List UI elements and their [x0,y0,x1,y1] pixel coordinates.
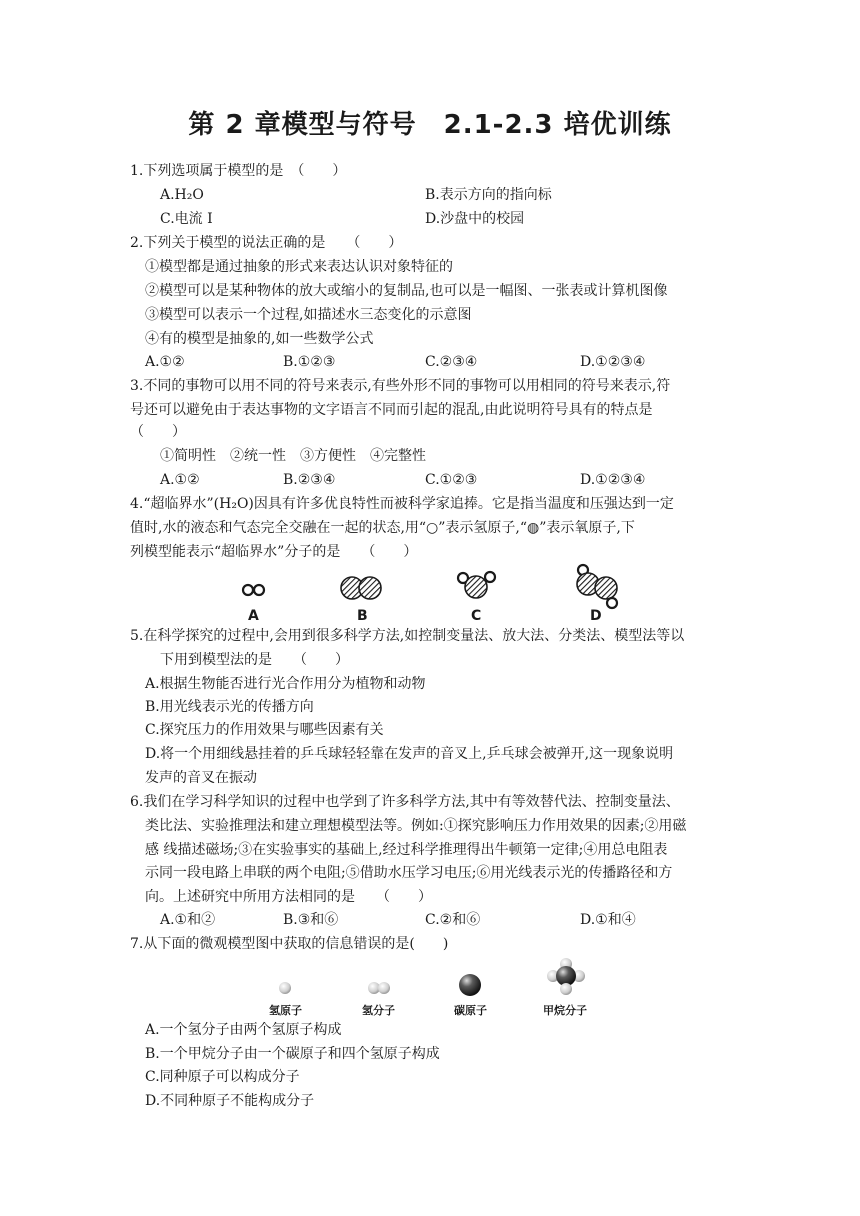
question-4-stem-line-3: 列模型能表示“超临界水”分子的是 （ ） [130,544,418,560]
model-b-label: B [357,608,368,624]
question-5-option-a: A.根据生物能否进行光合作用分为植物和动物 [145,676,426,692]
hydrogen-atom-label: 氢原子 [269,1004,302,1017]
model-c-diagram [458,572,495,598]
question-1-option-c: C.电流 I [160,211,213,227]
question-2-statement-2: ②模型可以是某种物体的放大或缩小的复制品,也可以是一幅图、一张表或计算机图像 [145,283,668,299]
question-2-option-d: D.①②③④ [580,354,646,370]
question-6-option-a: A.①和② [160,912,216,928]
question-4-stem-line-2: 值时,水的液态和气态完全交融在一起的状态,用“○”表示氢原子,“◍”表示氧原子,下 [130,520,635,536]
hydrogen-molecule-label: 氢分子 [362,1004,395,1017]
question-7-option-c: C.同种原子可以构成分子 [145,1069,300,1085]
carbon-atom-label: 碳原子 [454,1004,487,1017]
question-6-stem-line-2: 类比法、实验推理法和建立理想模型法等。例如:①探究影响压力作用效果的因素;②用磁 [145,818,687,834]
question-5-option-b: B.用光线表示光的传播方向 [145,699,314,715]
question-3-stem-line-1: 3.不同的事物可以用不同的符号来表示,有些外形不同的事物可以用相同的符号来表示,符 [130,378,671,394]
methane-molecule-label: 甲烷分子 [543,1004,587,1017]
question-5-option-c: C.探究压力的作用效果与哪些因素有关 [145,722,384,738]
question-6-stem-line-3: 感 线描述磁场;③在实验事实的基础上,经过科学推理得出牛顿第一定律;④用总电阻表 [145,842,668,858]
question-6-option-d: D.①和④ [580,912,636,928]
model-a-diagram [243,585,264,595]
carbon-atom-diagram [459,974,481,996]
question-4-stem-line-1: 4.“超临界水”(H₂O)因具有许多优良特性而被科学家追捧。它是指当温度和压强达到一定 [130,496,674,512]
question-2-statement-4: ④有的模型是抽象的,如一些数学公式 [145,331,374,347]
question-2-stem: 2.下列关于模型的说法正确的是 （ ） [130,235,403,251]
micro-model-figure [0,955,860,1005]
question-6-option-c: C.②和⑥ [425,912,481,928]
question-2-option-c: C.②③④ [425,354,478,370]
question-5-stem-line-2: 下用到模型法的是 （ ） [160,652,349,668]
question-2-option-a: A.①② [145,354,185,370]
hydrogen-atom-diagram [279,982,291,994]
methane-molecule-diagram [547,958,585,995]
question-1-option-d: D.沙盘中的校园 [425,211,525,227]
question-1-option-b: B.表示方向的指向标 [425,187,552,203]
page-title: 第 2 章模型与符号 2.1-2.3 培优训练 [188,110,672,140]
question-6-stem-line-1: 6.我们在学习科学知识的过程中也学到了许多科学方法,其中有等效替代法、控制变量法、 [130,794,680,810]
hydrogen-molecule-diagram [368,982,390,994]
question-2-statement-1: ①模型都是通过抽象的形式来表达认识对象特征的 [145,259,453,275]
question-3-statements: ①简明性 ②统一性 ③方便性 ④完整性 [160,448,426,464]
question-3-stem-line-3: （ ） [130,424,186,440]
question-3-option-d: D.①②③④ [580,472,646,488]
question-5-stem-line-1: 5.在科学探究的过程中,会用到很多科学方法,如控制变量法、放大法、分类法、模型法等以 [130,628,685,644]
question-6-option-b: B.③和⑥ [283,912,339,928]
model-c-label: C [471,608,482,624]
question-6-stem-line-5: 向。上述研究中所用方法相同的是 （ ） [145,889,432,905]
model-d-label: D [590,608,602,624]
question-3-option-b: B.②③④ [283,472,336,488]
model-d-diagram [577,565,617,608]
water-molecule-models-figure [0,565,860,625]
question-7-option-b: B.一个甲烷分子由一个碳原子和四个氢原子构成 [145,1046,440,1062]
model-a-label: A [248,608,259,624]
question-7-option-a: A.一个氢分子由两个氢原子构成 [145,1022,342,1038]
model-b-diagram [341,577,381,599]
question-6-stem-line-4: 示同一段电路上串联的两个电阻;⑤借助水压学习电压;⑥用光线表示光的传播路径和方 [145,865,673,881]
question-1-stem: 1.下列选项属于模型的是 （ ） [130,163,347,179]
question-3-option-c: C.①②③ [425,472,478,488]
question-5-option-d: D.将一个用细线悬挂着的乒乓球轻轻靠在发声的音叉上,乒乓球会被弹开,这一现象说明 [145,746,674,762]
question-2-option-b: B.①②③ [283,354,336,370]
question-7-option-d: D.不同种原子不能构成分子 [145,1093,315,1109]
question-3-stem-line-2: 号还可以避免由于表达事物的文字语言不同而引起的混乱,由此说明符号具有的特点是 [130,402,653,418]
question-2-statement-3: ③模型可以表示一个过程,如描述水三态变化的示意图 [145,307,472,323]
question-1-option-a: A.H₂O [160,187,204,203]
question-5-option-d-continued: 发声的音叉在振动 [145,770,257,786]
question-3-option-a: A.①② [160,472,200,488]
question-7-stem: 7.从下面的微观模型图中获取的信息错误的是( ) [130,936,449,952]
